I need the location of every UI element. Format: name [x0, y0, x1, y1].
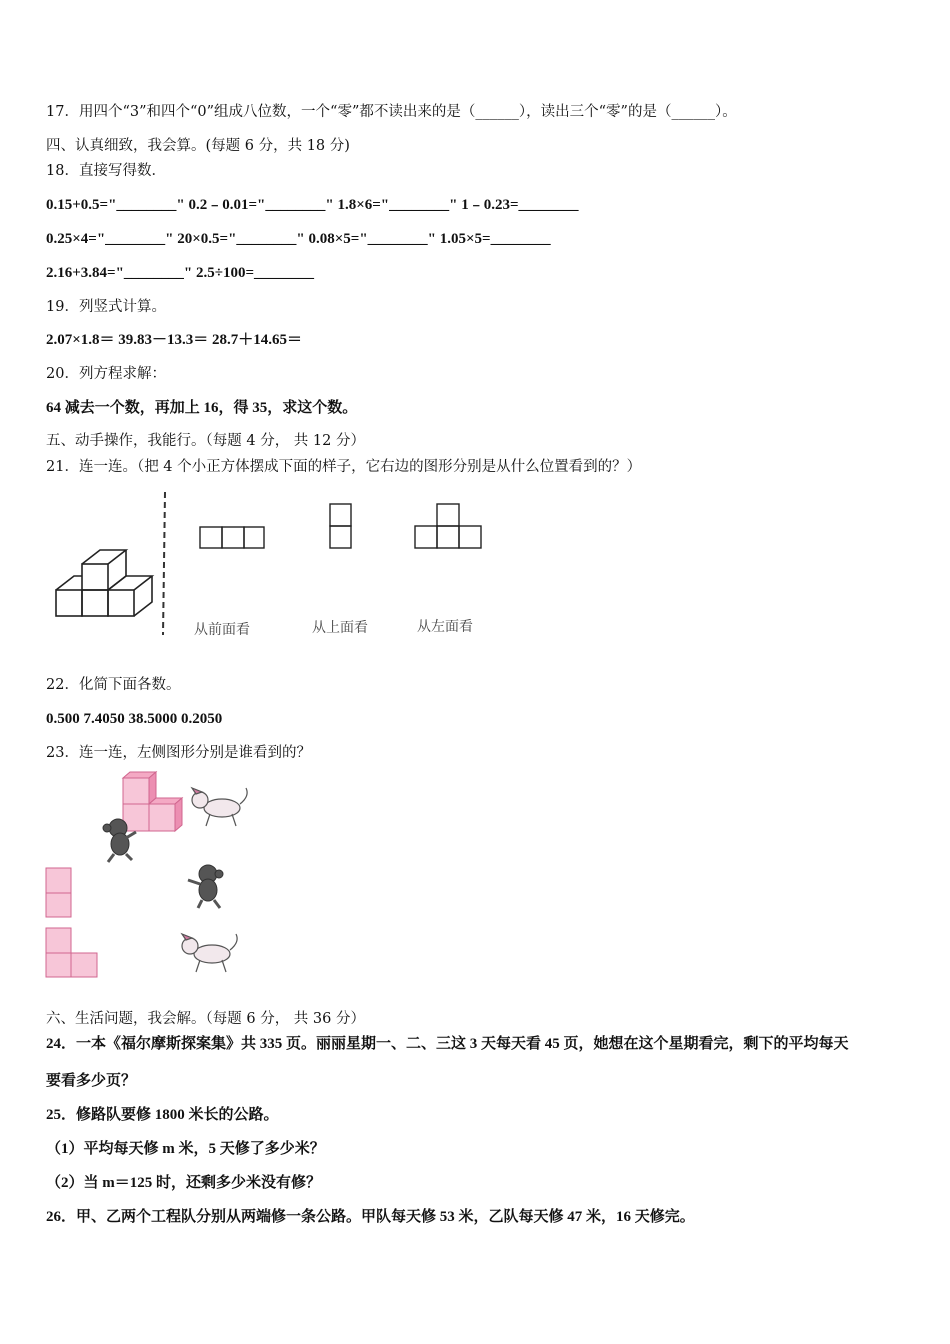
label-top-view: 从上面看: [312, 620, 368, 636]
question-17: 17．用四个“3”和四个“0”组成八位数，一个“零”都不读出来的是（______），读出三个“零”的是（______）。: [46, 104, 737, 120]
question-20: 20．列方程求解：: [46, 366, 166, 382]
question-26: 26．甲、乙两个工程队分别从两端修一条公路。甲队每天修 53 米，乙队每天修 47 米，16 天修完。: [46, 1209, 695, 1225]
question-25-part-2: （2）当 m＝125 时，还剩多少米没有修？: [46, 1175, 321, 1191]
question-25-part-1: （1）平均每天修 m 米，5 天修了多少米？: [46, 1141, 325, 1157]
label-left-view: 从左面看: [417, 619, 473, 635]
question-21: 21．连一连。（把 4 个小正方体摆成下面的样子，它右边的图形分别是从什么位置看到的？）: [46, 459, 642, 475]
question-24-line-2: 要看多少页？: [46, 1073, 137, 1089]
question-23: 23．连一连，左侧图形分别是谁看到的？: [46, 745, 311, 761]
pink-view-l-shape: [46, 928, 97, 977]
section-6-heading: 六、生活问题，我会解。（每题 6 分， 共 36 分）: [46, 1011, 365, 1027]
question-25: 25．修路队要修 1800 米长的公路。: [46, 1107, 279, 1123]
q22-row: 0.500 7.4050 38.5000 0.2050: [46, 711, 223, 727]
monkey-icon: [188, 865, 223, 908]
question-24-line-1: 24．一本《福尔摩斯探案集》共 335 页。丽丽星期一、二、三这 3 天每天看 45 页，她想在这个星期看完，剩下的平均每天: [46, 1036, 849, 1052]
q20-text: 64 减去一个数，再加上 16，得 35，求这个数。: [46, 400, 358, 416]
q23-figure: [40, 768, 260, 983]
question-22: 22．化简下面各数。: [46, 677, 181, 693]
dashed-divider: [163, 492, 165, 635]
section-5-heading: 五、动手操作，我能行。（每题 4 分， 共 12 分）: [46, 433, 365, 449]
q18-row-1: 0.15+0.5="________" 0.2﹣0.01="________" 1.8×6="________" 1﹣0.23=________: [46, 197, 579, 213]
question-18: 18．直接写得数．: [46, 163, 166, 179]
pink-view-column: [46, 868, 71, 917]
q18-row-2: 0.25×4="________" 20×0.5="________" 0.08×5="________" 1.05×5=________: [46, 231, 551, 247]
dog-icon: [182, 934, 237, 972]
q18-row-3: 2.16+3.84="________" 2.5÷100=________: [46, 265, 315, 281]
question-19: 19．列竖式计算。: [46, 299, 166, 315]
dog-icon: [192, 788, 247, 826]
pink-block-stack: [123, 772, 182, 831]
q19-row: 2.07×1.8＝ 39.83－13.3＝ 28.7＋14.65＝: [46, 332, 303, 348]
label-front-view: 从前面看: [194, 622, 250, 638]
section-4-heading: 四、认真细致，我会算。(每题 6 分，共 18 分): [46, 138, 350, 154]
top-view-drawing: [330, 504, 351, 548]
cube-stack-drawing: [56, 550, 152, 616]
front-view-drawing: [200, 527, 264, 548]
left-view-drawing: [415, 504, 481, 548]
